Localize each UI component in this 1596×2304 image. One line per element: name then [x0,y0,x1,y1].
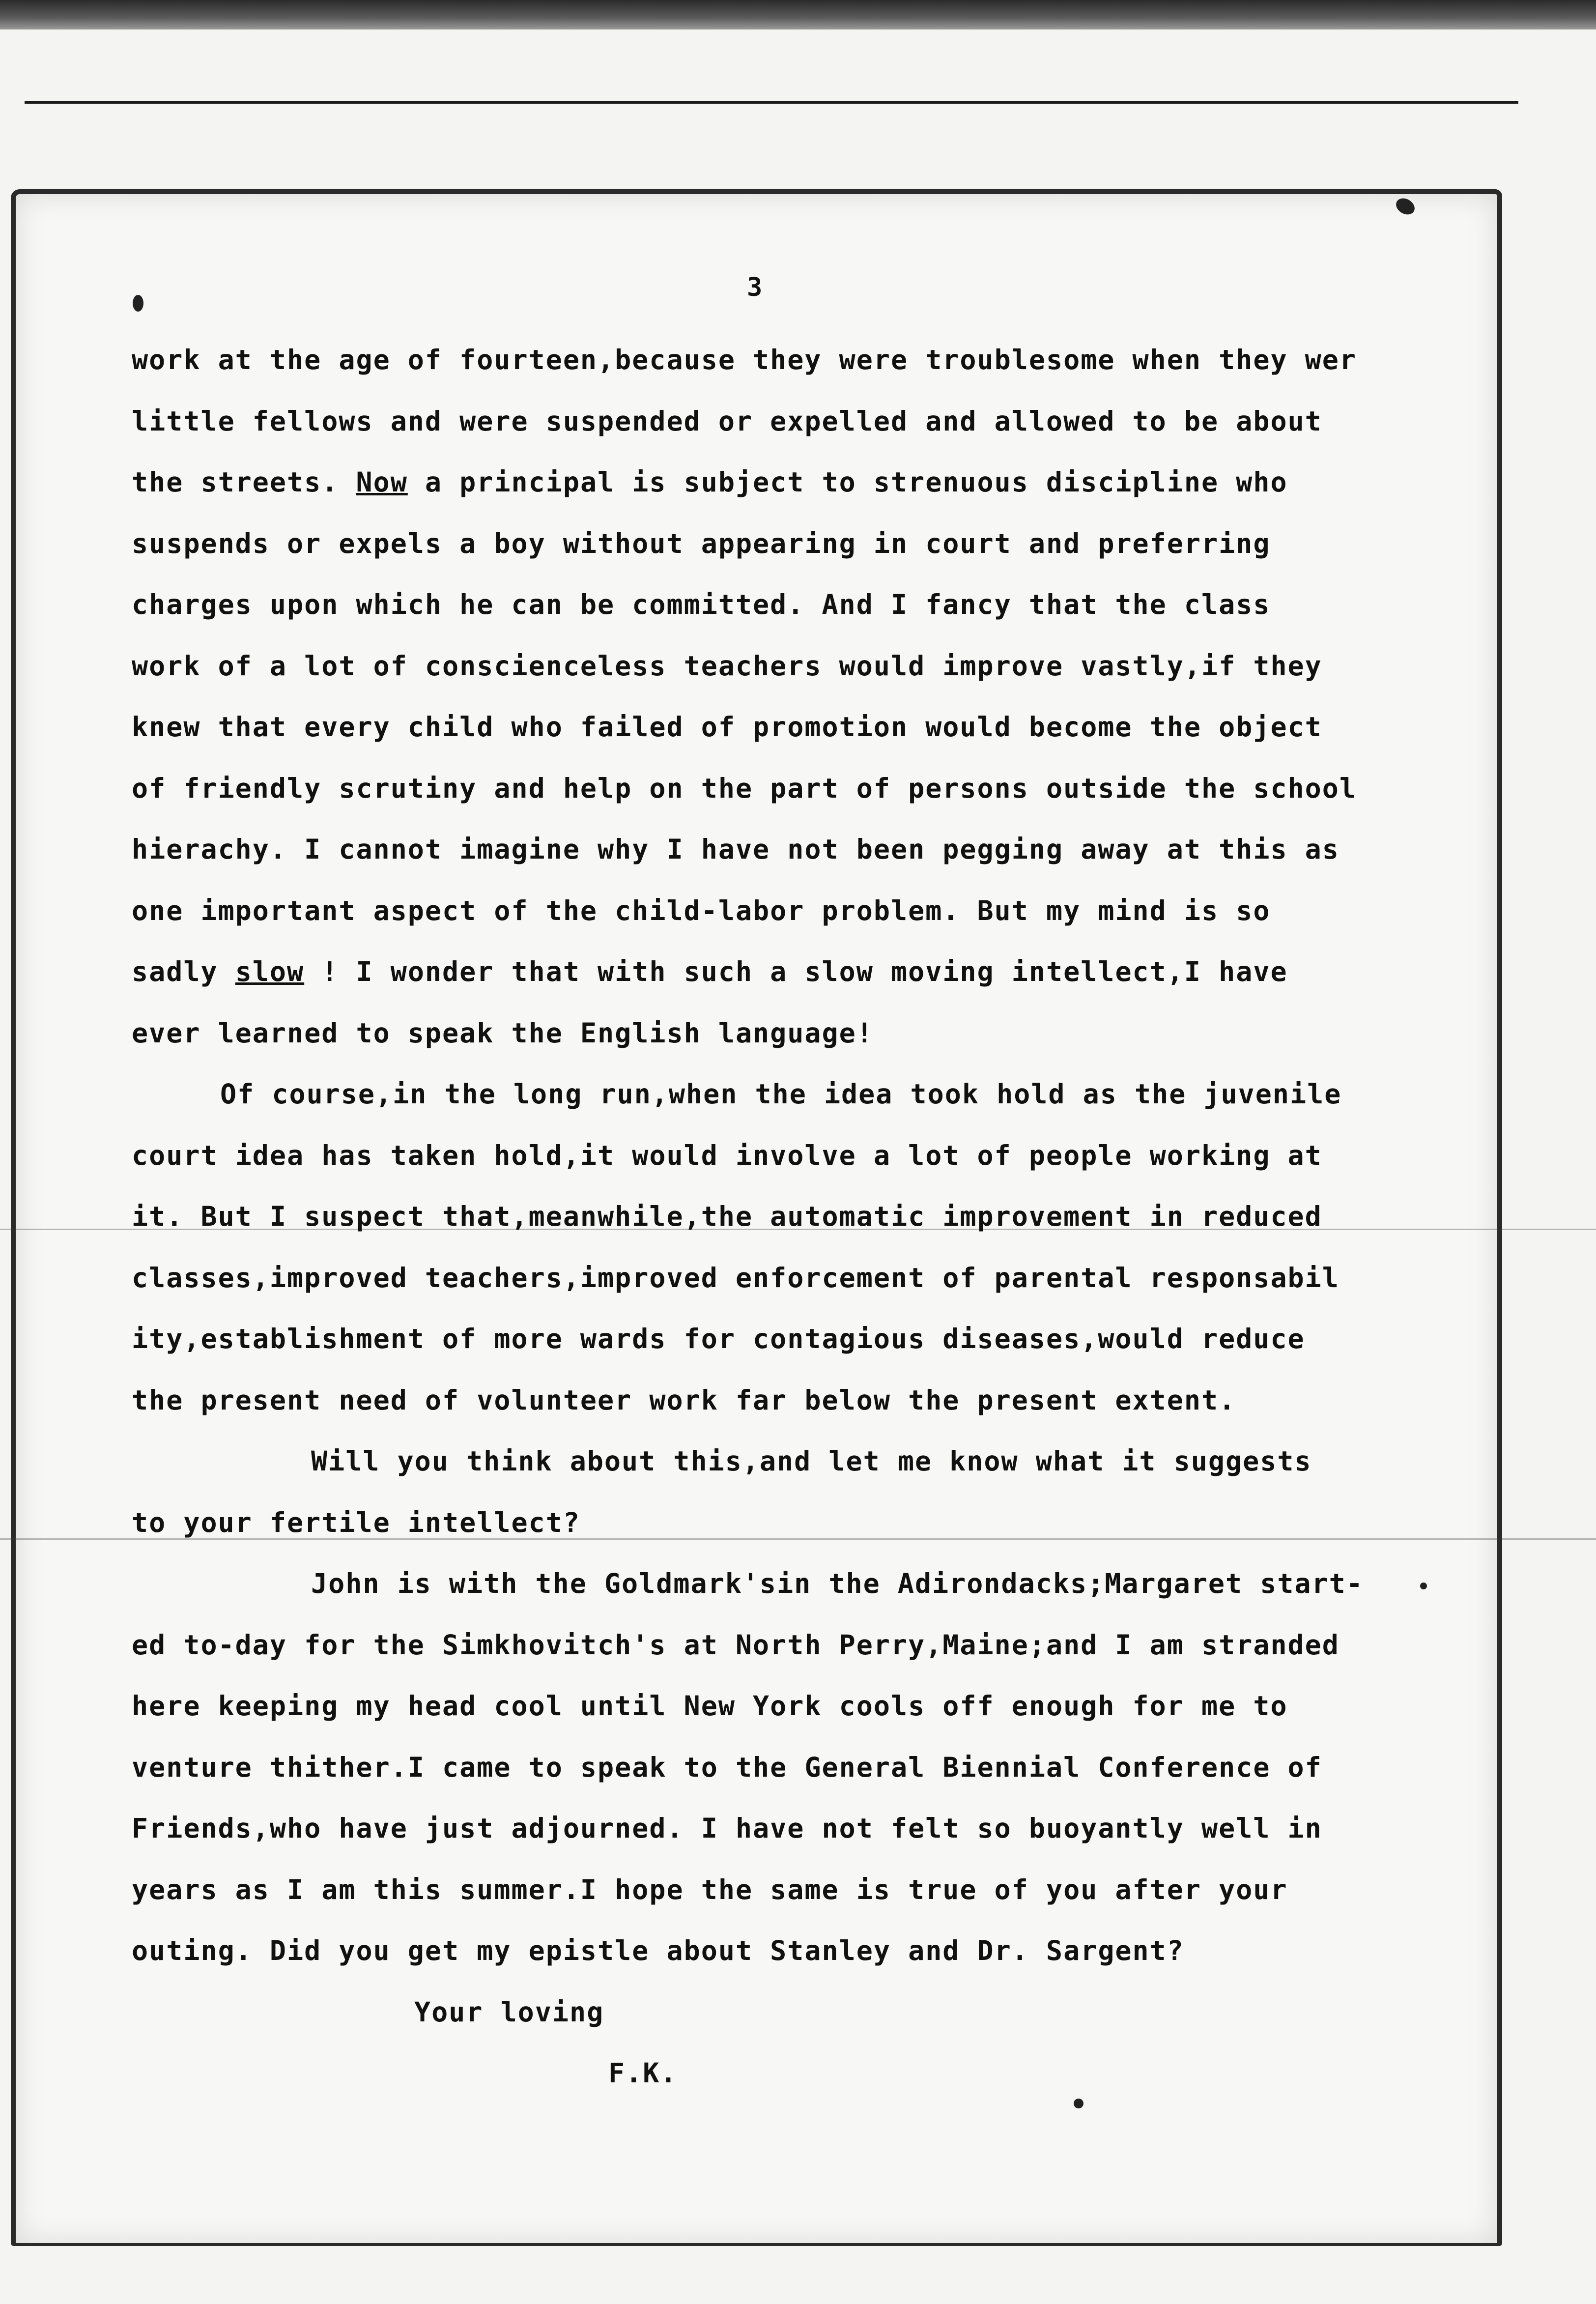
text-line: ever learned to speak the English language! [132,1017,874,1049]
closing-salutation: Your loving [414,1996,604,2028]
text-segment: a principal is subject to strenuous discipline who [407,466,1288,498]
text-line: ed to-day for the Simkhovitch's at North Perry,Maine;and I am stranded [132,1629,1340,1661]
text-line: work of a lot of conscienceless teachers would improve vastly,if they [132,650,1322,682]
text-line [132,452,1449,513]
text-line: the present need of volunteer work far below the present extent. [132,1384,1236,1416]
scan-top-border [0,0,1596,29]
text-line: knew that every child who failed of promotion would become the object [132,711,1322,743]
page-number: 3 [747,273,763,302]
text-segment: sadly [132,956,235,987]
text-line: of friendly scrutiny and help on the part of persons outside the school [132,772,1357,804]
text-line: one important aspect of the child-labor problem. But my mind is so [132,894,1271,926]
text-line: Will you think about this,and let me know what it suggests [311,1445,1312,1477]
text-line: years as I am this summer.I hope the same is true of you after your [132,1873,1288,1905]
text-segment: ! I wonder that with such a slow moving intellect,I have [304,956,1288,987]
text-line: to your fertile intellect? [132,1506,580,1538]
text-line: here keeping my head cool until New York cools off enough for me to [132,1690,1288,1722]
letter-body [132,329,1449,2104]
ink-speck [133,295,143,312]
text-line: outing. Did you get my epistle about Stanley and Dr. Sargent? [132,1935,1184,1966]
text-line: John is with the Goldmark'sin the Adirondacks;Margaret start- [311,1568,1364,1599]
text-line: charges upon which he can be committed. And I fancy that the class [132,589,1271,620]
text-line: work at the age of fourteen,because they were troublesome when they wer [132,344,1357,375]
text-line: venture thither.I came to speak to the General Biennial Conference of [132,1751,1322,1783]
underlined-word: Now [356,466,408,498]
text-line: ity,establishment of more wards for contagious diseases,would reduce [132,1323,1305,1354]
text-line: Of course,in the long run,when the idea took hold as the juvenile [220,1078,1342,1110]
text-line [132,941,1449,1003]
text-line: suspends or expels a boy without appearing in court and preferring [132,527,1271,559]
text-line: Friends,who have just adjourned. I have not felt so buoyantly well in [132,1813,1322,1844]
underlined-word: slow [235,956,305,987]
text-segment: the streets. [132,466,356,498]
signature: F.K. [608,2057,678,2089]
text-line: court idea has taken hold,it would involve a lot of people working at [132,1139,1322,1171]
horizontal-rule [25,101,1518,104]
text-line: hierachy. I cannot imagine why I have not been pegging away at this as [132,834,1340,865]
text-line: little fellows and were suspended or expelled and allowed to be about [132,405,1322,437]
text-line: it. But I suspect that,meanwhile,the automatic improvement in reduced [132,1201,1322,1232]
text-line: classes,improved teachers,improved enforcement of parental responsabil [132,1262,1340,1294]
